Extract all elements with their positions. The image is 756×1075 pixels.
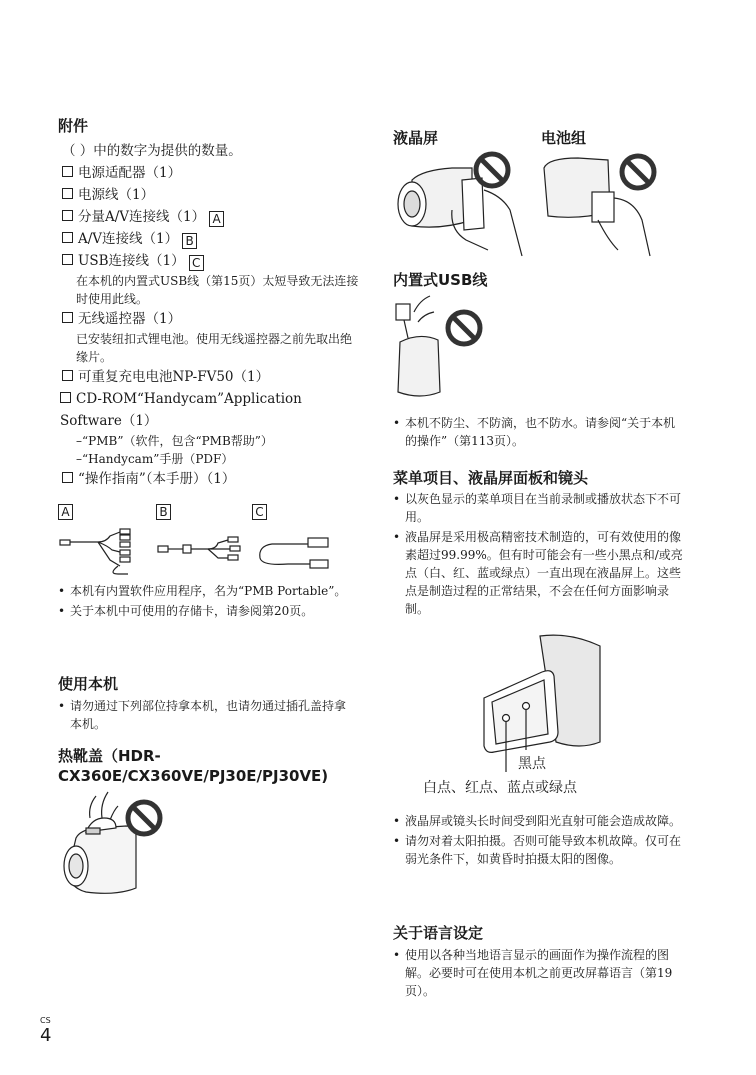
checkbox-icon [62, 370, 73, 381]
sub-item: –“PMB”（软件，包含“PMB帮助”） [76, 434, 273, 448]
list-item: “操作指南”（本手册）（1） [62, 468, 362, 490]
bullet-item: • 使用以各种当地语言显示的画面作为操作流程的图解。必要时可在使用本机之前更改屏幕语言（第19页）。 [393, 946, 685, 1000]
accessory-notes [58, 582, 348, 620]
checkbox-icon [62, 166, 73, 177]
figure-tag-c: C [252, 504, 267, 520]
tag-a: A [209, 211, 224, 227]
menu-notes [393, 490, 685, 618]
list-item: 可重复充电电池NP-FV50（1） [62, 366, 362, 388]
bullet-item: • 液晶屏或镜头长时间受到阳光直射可能会造成故障。 [393, 812, 685, 830]
menu-title: 菜单项目、液晶屏面板和镜头 [393, 469, 589, 487]
usb-cable-note: 在本机的内置式USB线（第15页）太短导致无法连接时使用此线。 [76, 274, 359, 306]
black-dot-label: 黑点 [518, 756, 546, 772]
lcd-label: 液晶屏 [393, 129, 439, 147]
sub-item: –“Handycam”手册（PDF） [76, 452, 234, 466]
usb-hold-illustration [390, 292, 490, 404]
shoe-title: 热靴盖（HDR-CX360E/CX360VE/PJ30E/PJ30VE) [58, 747, 329, 785]
remote-note: 已安装纽扣式锂电池。使用无线遥控器之前先取出绝缘片。 [76, 332, 353, 364]
checkbox-icon [62, 188, 73, 199]
list-item: A/V连接线（1） B [62, 228, 362, 250]
sunlight-notes [393, 812, 685, 868]
battery-label: 电池组 [541, 129, 587, 147]
lcd-hold-illustration [392, 150, 532, 258]
figure-tag-b: B [156, 504, 171, 520]
list-item: USB连接线（1） C [62, 250, 362, 272]
bullet-item: • 请勿通过下列部位持拿本机，也请勿通过插孔盖持拿本机。 [58, 697, 350, 733]
cables-illustration [58, 526, 338, 576]
list-item: 无线遥控器（1） [62, 308, 362, 330]
accessories-list [62, 140, 362, 490]
camcorder-shoe-illustration [56, 788, 176, 898]
accessories-intro: （ ）中的数字为提供的数量。 [62, 143, 242, 159]
battery-hold-illustration [538, 150, 668, 258]
prohibited-icon [448, 312, 480, 344]
page-number: 4 [40, 1025, 52, 1046]
list-item: 电源适配器（1） [62, 162, 362, 184]
accessories-title: 附件 [58, 117, 89, 135]
list-item: CD-ROM“Handycam”Application Software（1） [60, 391, 302, 429]
bullet-item: • 请勿对着太阳拍摄。否则可能导致本机故障。仅可在弱光条件下，如黄昏时拍摄太阳的图像。 [393, 832, 685, 868]
list-item: 分量A/V连接线（1） A [62, 206, 362, 228]
checkbox-icon [62, 472, 73, 483]
prohibited-icon [622, 156, 654, 188]
using-note [58, 697, 350, 733]
lcd-dots-illustration [470, 632, 605, 772]
prohibited-icon [476, 154, 508, 186]
checkbox-icon [62, 254, 73, 265]
bullet-item: • 本机有内置软件应用程序，名为“PMB Portable”。 [58, 582, 348, 600]
prohibited-icon [128, 802, 160, 834]
tag-c: C [189, 255, 204, 271]
tag-b: B [182, 233, 197, 249]
checkbox-icon [60, 392, 71, 403]
language-note [393, 946, 685, 1000]
figure-tag-a: A [58, 504, 73, 520]
page-lang: CS [40, 1016, 51, 1025]
language-title: 关于语言设定 [393, 924, 484, 942]
bullet-item: • 本机不防尘、不防滴，也不防水。请参阅“关于本机的操作”（第113页）。 [393, 414, 683, 450]
plug-icon [60, 540, 70, 545]
bullet-item: • 以灰色显示的菜单项目在当前录制或播放状态下不可用。 [393, 490, 685, 526]
bullet-item: • 关于本机中可使用的存储卡，请参阅第20页。 [58, 602, 348, 620]
color-dot-label: 白点、红点、蓝点或绿点 [423, 780, 577, 796]
waterproof-note [393, 414, 683, 450]
bullet-item: • 液晶屏是采用极高精密技术制造的，可有效使用的像素超过99.99%。但有时可能会有一些小黑点和/或亮点（白、红、蓝或绿点）一直出现在液晶屏上。这些点是制造过程的正常结果，不会在任何方面影响录制。 [393, 528, 685, 618]
using-title: 使用本机 [58, 675, 119, 693]
checkbox-icon [62, 232, 73, 243]
list-item: 电源线（1） [62, 184, 362, 206]
checkbox-icon [62, 210, 73, 221]
usb-label: 内置式USB线 [393, 271, 488, 289]
checkbox-icon [62, 312, 73, 323]
